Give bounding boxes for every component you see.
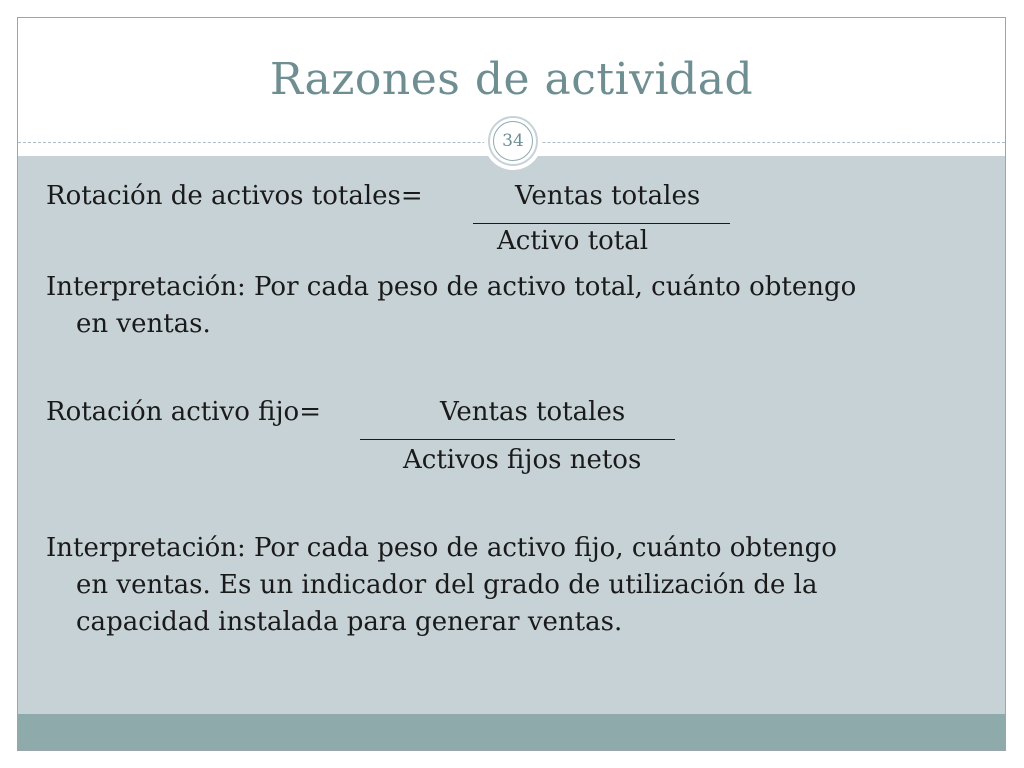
interpretation1-line1: Interpretación: Por cada peso de activo total, cuánto obtengo [46, 272, 857, 302]
formula2-label: Rotación activo fijo= [46, 397, 321, 427]
slide [17, 17, 1006, 751]
page-number: 34 [493, 121, 533, 161]
formula1-fraction-bar [473, 223, 730, 224]
interpretation1-line2: en ventas. [76, 309, 211, 339]
page-number-badge [488, 116, 538, 166]
formula2-numerator: Ventas totales [440, 397, 626, 427]
formula2-fraction-bar [360, 439, 675, 440]
slide-title: Razones de actividad [269, 54, 754, 105]
formula1-label: Rotación de activos totales= [46, 181, 423, 211]
interpretation2-line2: en ventas. Es un indicador del grado de utilización de la [76, 570, 818, 600]
footer-band [18, 714, 1005, 750]
interpretation2-line1: Interpretación: Por cada peso de activo fijo, cuánto obtengo [46, 533, 837, 563]
formula1-numerator: Ventas totales [515, 181, 701, 211]
interpretation2-line3: capacidad instalada para generar ventas. [76, 607, 623, 637]
formula1-denominator: Activo total [497, 226, 649, 256]
formula2-denominator: Activos fijos netos [403, 445, 642, 475]
